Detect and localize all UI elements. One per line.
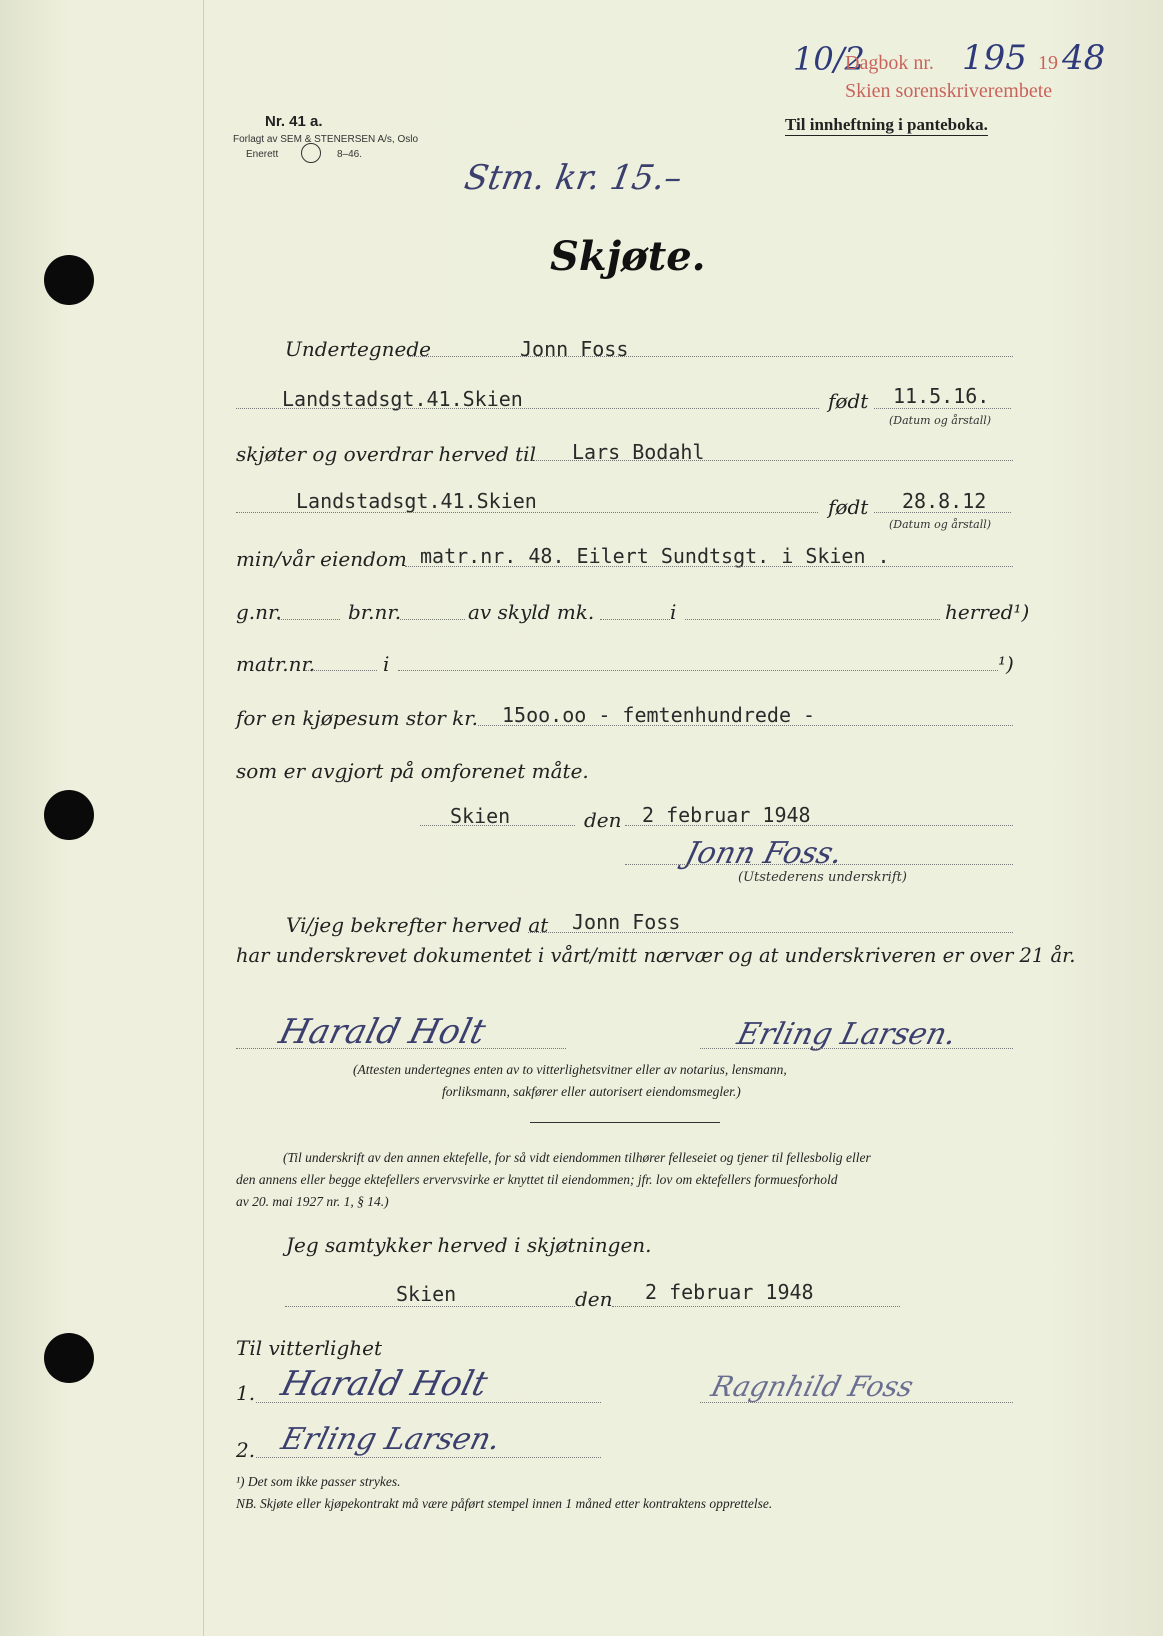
fodt-label: født [828, 495, 869, 519]
attested-name: Jonn Foss [572, 910, 681, 934]
fill-line [874, 408, 1011, 409]
fill-line [256, 1402, 601, 1403]
fill-line [285, 1306, 575, 1307]
fill-line [612, 1306, 900, 1307]
price-value: 15oo.oo - femtenhundrede - [502, 703, 816, 727]
fill-line [874, 512, 1011, 513]
fill-line [236, 512, 818, 513]
seller-name: Jonn Foss [520, 337, 629, 361]
herred-label: herred¹) [945, 600, 1030, 624]
witness1-signature: Harald Holt [275, 1012, 490, 1052]
consent-place: Skien [396, 1282, 457, 1306]
fill-line [478, 725, 1013, 726]
issue-date: 2 februar 1948 [642, 803, 811, 827]
publisher-enerett: Enerett [246, 149, 279, 160]
spouse-note-line2: den annens eller begge ektefellers ervervsvirke er knyttet til eiendommen; jfr. lov om ektefellers formuesforhold [236, 1172, 838, 1187]
footnote-1: ¹) Det som ikke passer strykes. [236, 1474, 401, 1489]
stamp-office: Skien sorenskriverembete [845, 80, 1053, 102]
stamp-dagbok-number: 195 [962, 38, 1027, 78]
handwritten-fee: Stm. kr. 15.– [461, 158, 686, 198]
settled-text: som er avgjort på omforenet måte. [236, 759, 589, 783]
attestation-lead: Vi/jeg bekrefter herved at [286, 913, 549, 937]
fill-line [400, 619, 465, 620]
undertegnede-label: Undertegnede [285, 337, 431, 361]
buyer-address: Landstadsgt.41.Skien [296, 489, 537, 513]
witness-number-1: 1. [236, 1381, 256, 1405]
spouse-note-line1: (Til underskrift av den annen ektefelle, for så vidt eiendommen tilhører felleseiet og tjener til fellesbolig eller [283, 1150, 871, 1165]
gnr-label: g.nr. [236, 600, 282, 624]
datum-caption: (Datum og årstall) [889, 518, 992, 531]
consent-den-label: den [575, 1287, 613, 1311]
i-label: i [670, 600, 677, 624]
fill-line [236, 1048, 566, 1049]
punch-hole-bottom [44, 1333, 94, 1383]
issuer-caption: (Utstederens underskrift) [738, 870, 907, 885]
property-description: matr.nr. 48. Eilert Sundtsgt. i Skien . [420, 544, 890, 568]
filing-note: Til innheftning i panteboka. [785, 115, 988, 134]
seller-born: 11.5.16. [893, 384, 990, 408]
issuer-signature: Jonn Foss. [681, 836, 847, 871]
witness-label: Til vitterlighet [236, 1336, 383, 1360]
close-paren: ¹) [998, 652, 1014, 676]
fill-line [305, 670, 377, 671]
consent-witness2-signature: Erling Larsen. [277, 1422, 505, 1457]
spouse-note-line3: av 20. mai 1927 nr. 1, § 14.) [236, 1194, 389, 1209]
punch-hole-middle [44, 790, 94, 840]
fill-line [528, 460, 1013, 461]
punch-hole-top [44, 255, 94, 305]
fill-line [256, 1457, 601, 1458]
transfer-label: skjøter og overdrar herved til [236, 442, 536, 466]
fill-line [398, 670, 998, 671]
publisher-logo [301, 143, 321, 163]
skyld-label: av skyld mk. [468, 600, 595, 624]
stamp-handwritten-date: 10/2 [793, 40, 865, 78]
seller-address: Landstadsgt.41.Skien [282, 387, 523, 411]
attestation-caption-2: forliksmann, sakfører eller autorisert eiendomsmegler.) [442, 1084, 741, 1099]
datum-caption: (Datum og årstall) [889, 414, 992, 427]
fill-line [685, 619, 940, 620]
fill-line [528, 932, 1013, 933]
form-number: Nr. 41 a. [265, 113, 323, 130]
fill-line [236, 408, 819, 409]
consent-text: Jeg samtykker herved i skjøtningen. [286, 1233, 652, 1257]
den-label: den [584, 808, 622, 832]
i-label: i [383, 652, 390, 676]
fill-line [600, 619, 670, 620]
witness-number-2: 2. [236, 1438, 256, 1462]
buyer-name: Lars Bodahl [572, 440, 705, 464]
fill-line [625, 825, 1013, 826]
fill-line [700, 1048, 1013, 1049]
attestation-line2: har underskrevet dokumentet i vårt/mitt nærvær og at underskriveren er over 21 år. [236, 944, 1076, 967]
fill-line [405, 566, 1013, 567]
witness2-signature: Erling Larsen. [733, 1017, 961, 1052]
eiendom-label: min/vår eiendom [236, 547, 407, 571]
fodt-label: født [828, 389, 869, 413]
margin-line [203, 0, 204, 1636]
place: Skien [450, 804, 511, 828]
brnr-label: br.nr. [348, 600, 402, 624]
spouse-signature: Ragnhild Foss [707, 1370, 917, 1403]
publisher-date: 8–46. [337, 149, 363, 160]
fill-line [278, 619, 340, 620]
stamp-year-prefix: 19 [1038, 52, 1058, 74]
fill-line [408, 356, 1013, 357]
consent-date: 2 februar 1948 [645, 1280, 814, 1304]
stamp-year-suffix: 48 [1062, 38, 1106, 78]
price-label: for en kjøpesum stor kr. [236, 706, 479, 730]
footnote-2: NB. Skjøte eller kjøpekontrakt må være påført stempel innen 1 måned etter kontraktens opprettelse. [236, 1496, 773, 1511]
publisher-line: Forlagt av SEM & STENERSEN A/s, Oslo [233, 134, 419, 145]
consent-witness1-signature: Harald Holt [277, 1364, 492, 1404]
matrnr-label: matr.nr. [236, 652, 316, 676]
page-title: Skjøte. [550, 233, 706, 280]
buyer-born: 28.8.12 [902, 489, 987, 513]
divider [530, 1122, 720, 1123]
fill-line [420, 825, 575, 826]
attestation-caption-1: (Attesten undertegnes enten av to vitterlighetsvitner eller av notarius, lensmann, [353, 1062, 787, 1077]
fill-line [625, 864, 1013, 865]
stamp-dagbok-label: Dagbok nr. [845, 52, 934, 74]
fill-line [700, 1402, 1013, 1403]
